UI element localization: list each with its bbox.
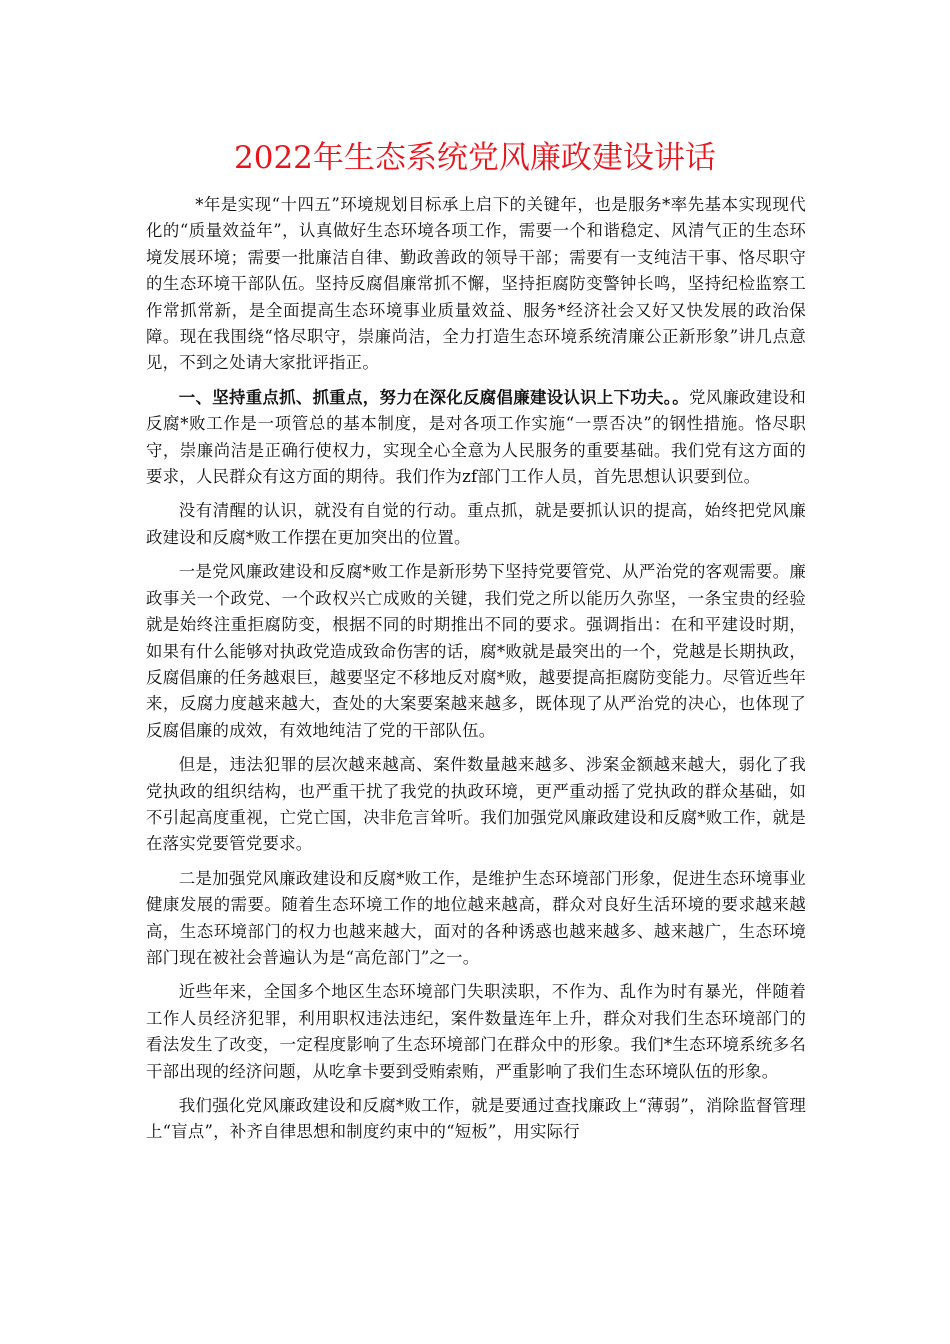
paragraph-2: 没有清醒的认识，就没有自觉的行动。重点抓，就是要抓认识的提高，始终把党风廉政建设和反腐*败工作摆在更加突出的位置。	[146, 501, 806, 547]
paragraph-6: 近些年来，全国多个地区生态环境部门失职渎职，不作为、乱作为时有暴光，伴随着工作人员经济犯罪，利用职权违法违纪，案件数量连年上升，群众对我们生态环境部门的看法发生了改变，一定程度影响了生态环境部门在群众中的形象。我们*生态环境系统多名干部出现的经济问题，从吃拿卡要到受贿索贿，严重影响了我们生态环境队伍的形象。	[146, 982, 806, 1081]
document-page	[146, 138, 806, 1154]
section-1-heading: 一、坚持重点抓、抓重点，努力在深化反腐倡廉建设认识上下功夫。。	[178, 387, 690, 407]
paragraph-4: 但是，违法犯罪的层次越来越高、案件数量越来越多、涉案金额越来越大，弱化了我党执政的组织结构，也严重干扰了我党的执政环境，更严重动摇了党执政的群众基础，如不引起高度重视，亡党亡国，决非危言耸听。我们加强党风廉政建设和反腐*败工作，就是在落实党要管党要求。	[146, 755, 806, 854]
paragraph-7: 我们强化党风廉政建设和反腐*败工作，就是要通过查找廉政上“薄弱”，消除监督管理上“盲点”，补齐自律思想和制度约束中的“短板”，用实际行	[146, 1096, 806, 1142]
paragraph-3: 一是党风廉政建设和反腐*败工作是新形势下坚持党要管党、从严治党的客观需要。廉政事关一个政党、一个政权兴亡成败的关键，我们党之所以能历久弥坚，一条宝贵的经验就是始终注重拒腐防变，根据不同的时期推出不同的要求。强调指出：在和平建设时期，如果有什么能够对执政党造成致命伤害的话，腐*败就是最突出的一个，党越是长期执政，反腐倡廉的任务越艰巨，越要坚定不移地反对腐*败，越要提高拒腐防变能力。尽管近些年来，反腐力度越来越大，查处的大案要案越来越多，既体现了从严治党的决心，也体现了反腐倡廉的成效，有效地纯洁了党的干部队伍。	[146, 562, 806, 740]
paragraph-5: 二是加强党风廉政建设和反腐*败工作，是维护生态环境部门形象，促进生态环境事业健康发展的需要。随着生态环境工作的地位越来越高，群众对良好生活环境的要求越来越高，生态环境部门的权力也越来越大，面对的各种诱惑也越来越多、越来越广，生态环境部门现在被社会普遍认为是“高危部门”之一。	[146, 868, 806, 967]
section-1-paragraph	[146, 385, 806, 491]
intro-paragraph: *年是实现“十四五”环境规划目标承上启下的关键年，也是服务*率先基本实现现代化的“质量效益年”，认真做好生态环境各项工作，需要一个和谐稳定、风清气正的生态环境发展环境；需要一批廉洁自律、勤政善政的领导干部；需要有一支纯洁干事、恪尽职守的生态环境干部队伍。坚持反腐倡廉常抓不懈，坚持拒腐防变警钟长鸣，坚持纪检监察工作常抓常新，是全面提高生态环境事业质量效益、服务*经济社会又好又快发展的政治保障。现在我围绕“恪尽职守，崇廉尚洁，全力打造生态环境系统清廉公正新形象”讲几点意见，不到之处请大家批评指正。	[146, 195, 806, 373]
section-1-body: 党风廉政建设和反腐*败工作是一项管总的基本制度，是对各项工作实施“一票否决”的钢性措施。恪尽职守，崇廉尚洁是正确行使权力，实现全心全意为人民服务的重要基础。我们党有这方面的要求，人民群众有这方面的期待。我们作为zf部门工作人员，首先思想认识要到位。	[146, 387, 806, 487]
document-title: 2022年生态系统党风廉政建设讲话	[234, 140, 716, 176]
